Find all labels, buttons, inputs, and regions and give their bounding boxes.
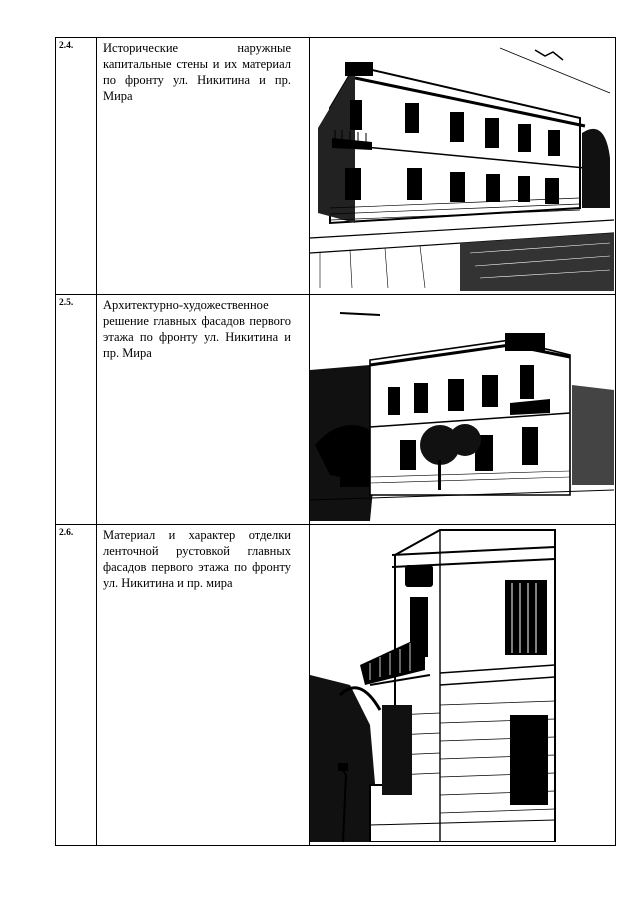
row-description-cell — [97, 38, 310, 295]
table-row — [56, 295, 616, 525]
building-photo-1 — [310, 38, 615, 294]
photo-cell — [310, 295, 616, 525]
building-photo-2 — [310, 295, 615, 524]
row-number: 2.4. — [56, 38, 97, 295]
features-table — [55, 37, 616, 846]
table-row — [56, 38, 616, 295]
row-description: Исторические наружные капитальные стены и их материал по фронту ул. Никитина и пр. Мира — [103, 41, 291, 103]
building-photo-3 — [310, 525, 615, 845]
row-number: 2.6. — [56, 525, 97, 846]
row-description: Материал и характер отделки ленточной рустовкой главных фасадов первого этажа по фронту ул. Никитина и пр. мира — [103, 528, 291, 590]
row-description-cell — [97, 525, 310, 846]
row-description-cell — [97, 295, 310, 525]
photo-cell — [310, 525, 616, 846]
row-description: Архитектурно-художественное решение главных фасадов первого этажа по фронту ул. Никитина и пр. Мира — [103, 298, 291, 360]
photo-cell — [310, 38, 616, 295]
row-number: 2.5. — [56, 295, 97, 525]
table-row — [56, 525, 616, 846]
